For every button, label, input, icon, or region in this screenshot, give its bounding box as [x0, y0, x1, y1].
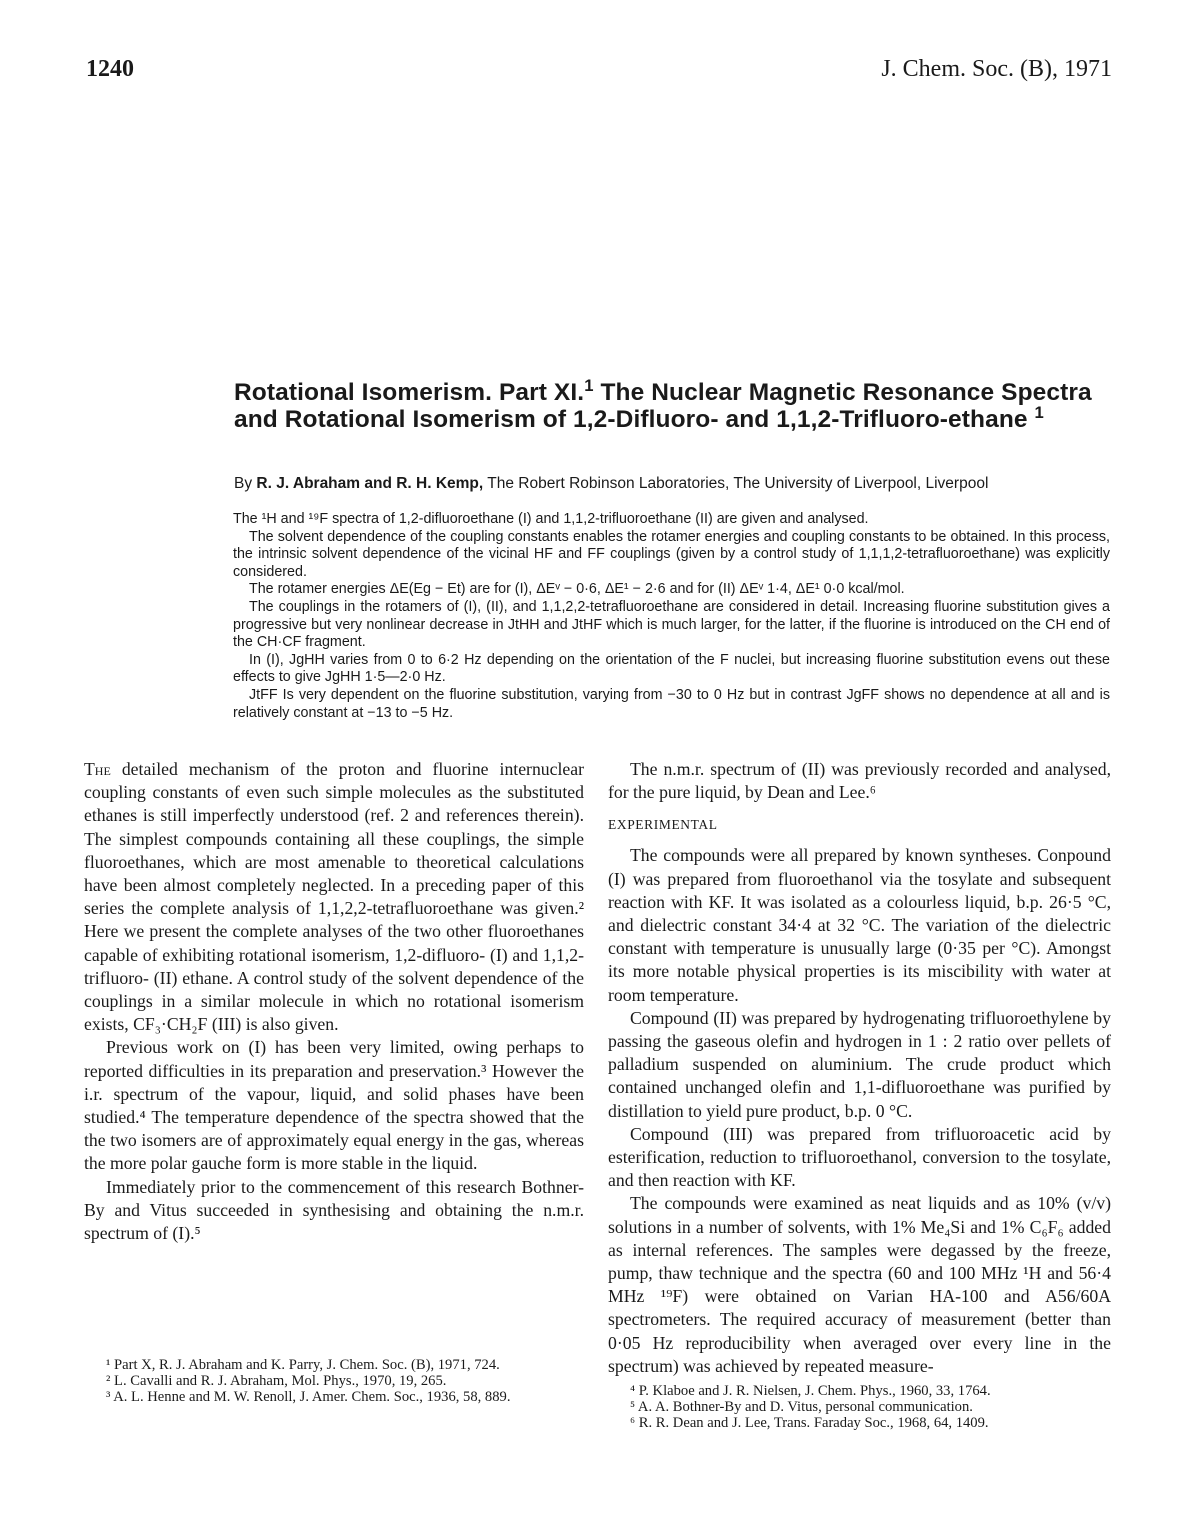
body-paragraph: [84, 758, 584, 1036]
abstract: [233, 511, 1110, 722]
abstract-paragraph: In (I), JgHH varies from 0 to 6·2 Hz depending on the orientation of the F nuclei, but increasing fluorine substitution evens out these effects to give JgHH 1·5—2·0 Hz.: [233, 651, 1110, 686]
body-paragraph: Compound (II) was prepared by hydrogenating trifluoroethylene by passing the gaseous olefin and hydrogen in 1 : 2 ratio over pellets of palladium suspended on aluminium. The crude product which contained unchanged olefin and 1,1-difluoroethane was purified by distillation to yield pure product, b.p. 0 °C.: [608, 1007, 1111, 1121]
authors: R. J. Abraham and R. H. Kemp,: [256, 475, 484, 492]
affiliation: The Robert Robinson Laboratories, The University of Liverpool, Liverpool: [483, 475, 989, 492]
title-ref-2: 1: [1034, 402, 1044, 422]
page-number: 1240: [86, 56, 134, 82]
body-paragraph: Compound (III) was prepared from trifluoroacetic acid by esterification, reduction to trifluoroethanol, conversion to the tosylate, and then reaction with KF.: [608, 1123, 1111, 1191]
footnote: ³ A. L. Henne and M. W. Renoll, J. Amer. Chem. Soc., 1936, 58, 889.: [106, 1389, 511, 1405]
title-ref-1: 1: [584, 375, 594, 395]
journal-citation: J. Chem. Soc. (B), 1971: [881, 56, 1112, 82]
footnote: ⁴ P. Klaboe and J. R. Nielsen, J. Chem. Phys., 1960, 33, 1764.: [630, 1383, 991, 1399]
byline: [234, 475, 1134, 493]
abstract-paragraph: JtFF Is very dependent on the fluorine substitution, varying from −30 to 0 Hz but in contrast JgFF shows no dependence at all and is relatively constant at −13 to −5 Hz.: [233, 686, 1110, 721]
body-paragraph: The compounds were examined as neat liquids and as 10% (v/v) solutions in a number of solvents, with 1% Me₄Si and 1% C₆F₆ added as internal references. The samples were degassed by the freeze, pump, thaw technique and the spectra (60 and 100 MHz ¹H and 56·4 MHz ¹⁹F) were obtained on Varian HA-100 and A56/60A spectrometers. The required accuracy of measurement (better than 0·05 Hz reproducibility when averaged over every line in the spectrum) was achieved by repeated measure-: [608, 1193, 1111, 1376]
title-part-1: Rotational Isomerism. Part XI.: [234, 379, 585, 406]
body-column-left: [84, 758, 584, 1245]
drop-word: The: [84, 759, 111, 779]
footnotes-left: [84, 1357, 584, 1405]
abstract-paragraph: The rotamer energies ΔE(Eg − Et) are for (I), ΔEᵛ − 0·6, ΔE¹ − 2·6 and for (II) ΔEᵛ 1·4, ΔE¹ 0·0 kcal/mol.: [249, 581, 905, 598]
paragraph-text: detailed mechanism of the proton and fluorine internuclear coupling constants of even such simple molecules as the substituted ethanes is still imperfectly understood (ref. 2 and references therein). The simplest compounds containing all these couplings, the simple fluoroethanes, which are most amenable to theoretical calculations have been almost completely neglected. In a preceding paper of this series the complete analysis of 1,1,2,2-tetrafluoroethane was given.² Here we present the complete analyses of the two other fluoroethanes capable of exhibiting rotational isomerism, 1,2-difluoro- (I) and 1,1,2-trifluoro- (II) ethane. A control study of the solvent dependence of the couplings in a similar molecule in which no rotational isomerism exists, CF₃·CH₂F (III) is also given.: [84, 759, 584, 1035]
footnotes-right: [608, 1383, 1111, 1431]
abstract-paragraph: The solvent dependence of the coupling constants enables the rotamer energies and coupling constants to be obtained. In this process, the intrinsic solvent dependence of the vicinal HF and FF couplings (given by a control study of 1,1,1,2-tetrafluoroethane) was explicitly considered.: [233, 528, 1110, 580]
article-title: [234, 375, 1122, 433]
footnote: ⁵ A. A. Bothner-By and D. Vitus, personal communication.: [630, 1399, 973, 1415]
body-paragraph: Immediately prior to the commencement of this research Bothner-By and Vitus succeeded in synthesising and obtaining the n.m.r. spectrum of (I).⁵: [84, 1176, 584, 1244]
section-heading: EXPERIMENTAL: [608, 817, 718, 833]
abstract-paragraph: The ¹H and ¹⁹F spectra of 1,2-difluoroethane (I) and 1,1,2-trifluoroethane (II) are given and analysed.: [233, 511, 869, 527]
body-column-right: [608, 758, 1111, 1378]
footnote: ⁶ R. R. Dean and J. Lee, Trans. Faraday Soc., 1968, 64, 1409.: [630, 1415, 989, 1431]
body-paragraph: The n.m.r. spectrum of (II) was previously recorded and analysed, for the pure liquid, by Dean and Lee.⁶: [608, 759, 1111, 803]
title-part-2: The Nuclear Magnetic Resonance Spectra and Rotational Isomerism of 1,2-Difluoro- and 1,1,2-Trifluoro-ethane: [234, 379, 1092, 433]
abstract-paragraph: The couplings in the rotamers of (I), (II), and 1,1,2,2-tetrafluoroethane are considered in detail. Increasing fluorine substitution gives a progressive but very nonlinear decrease in JtHH and JtHF which is much larger, for the latter, if the fluorine is introduced on the CH end of the CH·CF fragment.: [233, 598, 1110, 651]
body-paragraph: Previous work on (I) has been very limited, owing perhaps to reported difficulties in its preparation and preservation.³ However the i.r. spectrum of the vapour, liquid, and solid phases have been studied.⁴ The temperature dependence of the spectra showed that the the two isomers are of approximately equal energy in the gas, whereas the more polar gauche form is more stable in the liquid.: [84, 1037, 584, 1174]
footnote: ² L. Cavalli and R. J. Abraham, Mol. Phys., 1970, 19, 265.: [106, 1373, 447, 1389]
body-paragraph: The compounds were all prepared by known syntheses. Conpound (I) was prepared from fluoroethanol via the tosylate and subsequent reaction with KF. It was isolated as a colourless liquid, b.p. 26·5 °C, and dielectric constant 34·4 at 32 °C. The variation of the dielectric constant with temperature is unusually large (0·35 per °C). Amongst its more notable physical properties is its miscibility with water at room temperature.: [608, 845, 1111, 1005]
by-label: By: [234, 475, 257, 492]
footnote: ¹ Part X, R. J. Abraham and K. Parry, J. Chem. Soc. (B), 1971, 724.: [106, 1357, 500, 1373]
